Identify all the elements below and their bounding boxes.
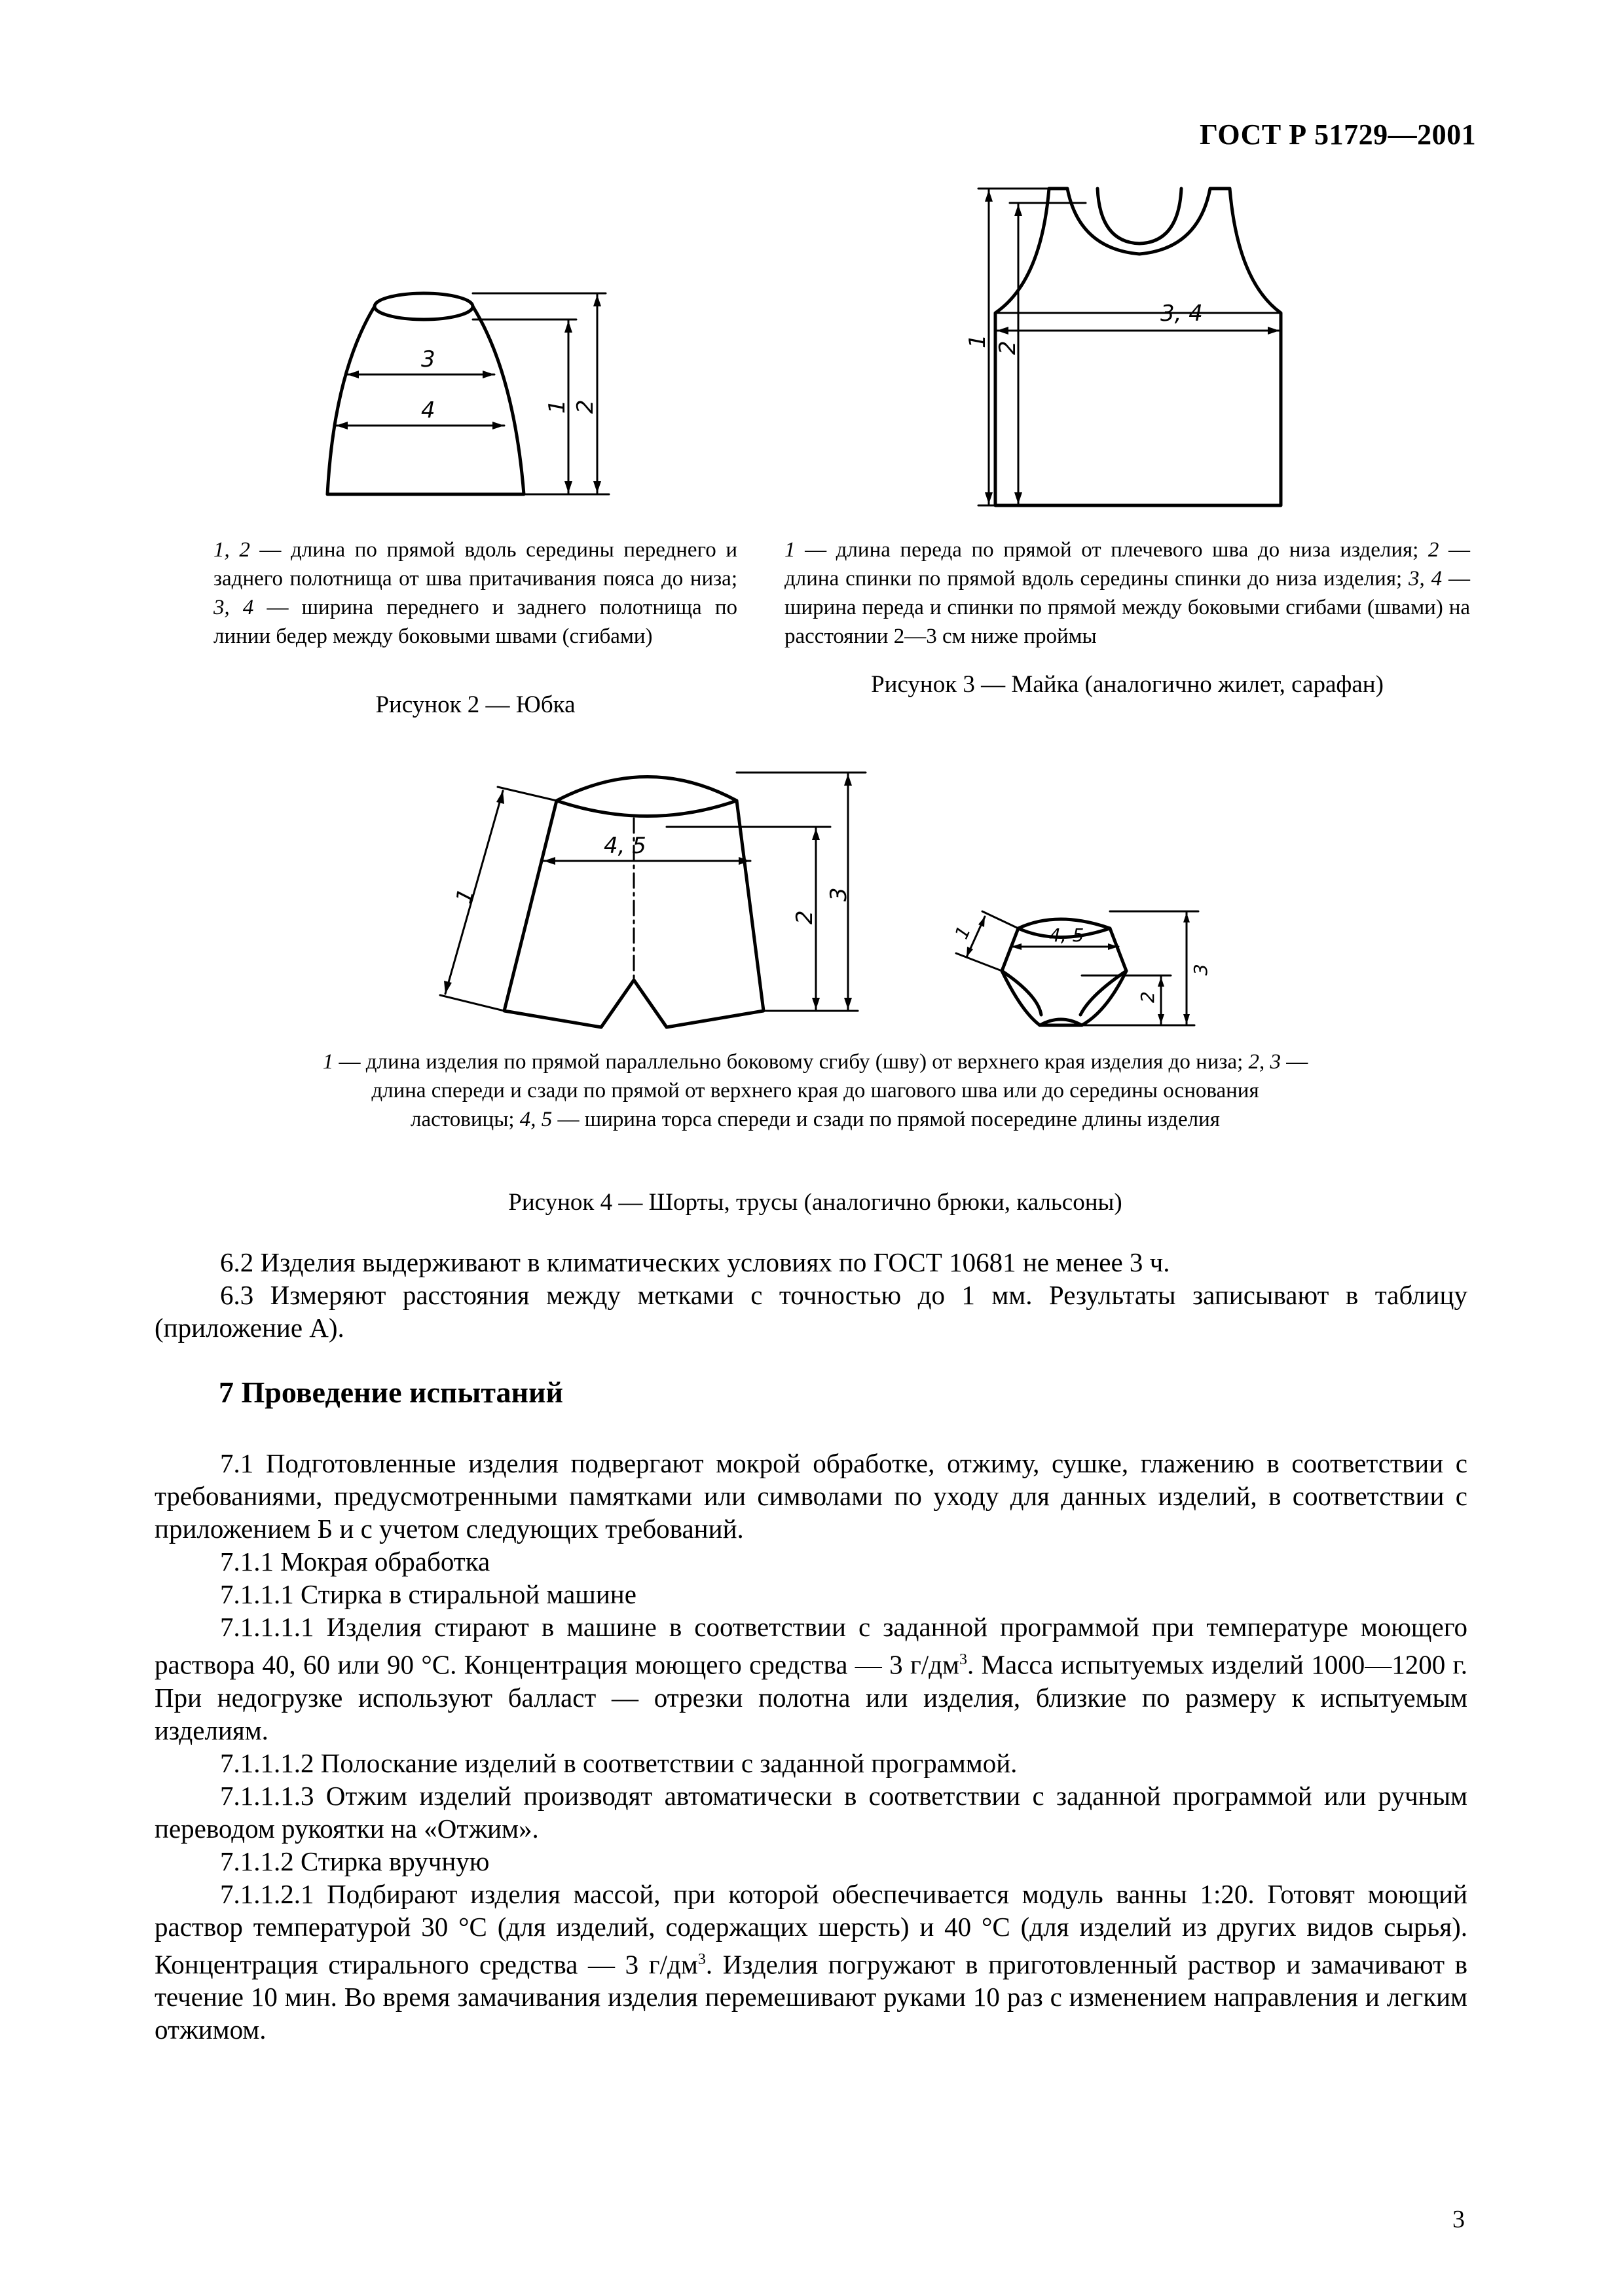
fig4-label-3: 3 xyxy=(826,887,852,902)
paragraph-6-3: 6.3 Измеряют расстояния между метками с точностью до 1 мм. Результаты записывают в таблицу (приложение А). xyxy=(155,1280,1467,1343)
paragraph-7-1: 7.1 Подготовленные изделия подвергают мокрой обработке, отжиму, сушке, глажению в соответствии с требованиями, предусмотренными памятками или символами по уходу для данных изделий, в соответствии с приложением Б и с учетом следующих требований. xyxy=(155,1448,1467,1544)
paragraph-7-1-1-1-1: 7.1.1.1.1 Изделия стирают в машине в соответствии с заданной программой при температуре моющего раствора 40, 60 или 90 °С. Концентрация моющего средства — 3 $г/дм^3$. Масса испытуемых изделий 1000—1200 г. При недогрузке используют балласт — отрезки полотна или изделия, близкие по размеру к испытуемым изделиям. xyxy=(155,1612,1467,1745)
figure-3-legend: 1 — длина переда по прямой от плечевого шва до низа изделия; 2 — длина спинки по прямой вдоль середины спинки до низа изделия; 3, 4 — ширина переда и спинки по прямой между боковыми сгибами (швами) на расстоянии 2—3 см ниже проймы xyxy=(784,538,1471,648)
figure-2-skirt-drawing xyxy=(314,275,642,511)
fig3-label-2: 2 xyxy=(995,340,1021,355)
fig2-label-3: 3 xyxy=(421,346,435,373)
fig4-label-1: 1 xyxy=(451,885,480,907)
fig3-label-1: 1 xyxy=(965,334,991,348)
figure-4-title: Рисунок 4 — Шорты, трусы (аналогично брюки, кальсоны) xyxy=(508,1189,1122,1216)
fig4-label-s2: 2 xyxy=(1137,991,1158,1003)
paragraphs-6 xyxy=(155,1246,1467,1344)
paragraph-6-2: 6.2 Изделия выдерживают в климатических условиях по ГОСТ 10681 не менее 3 ч. xyxy=(220,1247,1170,1277)
fig4-label-s1: 1 xyxy=(950,922,975,943)
paragraph-7-1-1-2-1: 7.1.1.2.1 Подбирают изделия массой, при которой обеспечивается модуль ванны 1:20. Готовят моющий раствор температурой 30 °С (для изделий, содержащих шерсть) и 40 °С (для изделий из других видов сырья). Концентрация стирального средства — 3 $г/дм^3$. Изделия погружают в приготовленный раствор и замачивают в течение 10 мин. Во время замачивания изделия перемешивают руками 10 раз с изменением направления и легким отжимом. xyxy=(155,1878,1468,2045)
paragraph-7-1-1-1-2: 7.1.1.1.2 Полоскание изделий в соответствии с заданной программой. xyxy=(220,1747,1018,1778)
figure-2-title: Рисунок 2 — Юбка xyxy=(375,691,576,718)
fig2-label-4: 4 xyxy=(421,397,435,424)
paragraphs-7 xyxy=(155,1447,1467,2046)
document-header: ГОСТ Р 51729—2001 xyxy=(1200,118,1477,151)
fig3-label-34: 3, 4 xyxy=(1160,301,1203,327)
paragraph-7-1-1: 7.1.1 Мокрая обработка xyxy=(220,1546,490,1576)
fig2-label-1: 1 xyxy=(544,399,570,414)
fig4-label-2: 2 xyxy=(792,910,818,924)
figure-4-briefs-drawing xyxy=(943,897,1218,1041)
fig2-label-2: 2 xyxy=(572,399,599,414)
section-title: 7 Проведение испытаний xyxy=(219,1376,563,1409)
paragraph-7-1-1-1: 7.1.1.1 Стирка в стиральной машине xyxy=(220,1579,636,1609)
figure-2-legend: 1, 2 — длина по прямой вдоль середины переднего и заднего полотнища от шва притачивания пояса до низа; 3, 4 — ширина переднего и заднего полотнища по линии бедер между боковыми швами (сгибами) xyxy=(213,538,737,648)
figure-4-shorts-drawing xyxy=(426,759,884,1048)
figure-4-legend: 1 — длина изделия по прямой параллельно боковому сгибу (шву) от верхнего края изделия до низа; 2, 3 — длина спереди и сзади по прямой от верхнего края до шагового шва или до середины основания ластовицы; 4, 5 — ширина торса спереди и сзади по прямой посередине длины изделия xyxy=(322,1050,1308,1131)
paragraph-7-1-1-1-3: 7.1.1.1.3 Отжим изделий производят автоматически в соответствии с заданной программой или ручным переводом рукоятки на «Отжим». xyxy=(155,1780,1467,1844)
paragraph-7-1-1-2: 7.1.1.2 Стирка вручную xyxy=(220,1846,490,1876)
fig4-label-45: 4, 5 xyxy=(604,833,646,859)
page-number: 3 xyxy=(1452,2206,1465,2233)
figure-3-tanktop-drawing xyxy=(965,183,1323,524)
fig4-label-s45: 4, 5 xyxy=(1049,924,1084,946)
fig4-label-s3: 3 xyxy=(1190,964,1211,975)
figure-3-title: Рисунок 3 — Майка (аналогично жилет, сарафан) xyxy=(871,671,1384,698)
